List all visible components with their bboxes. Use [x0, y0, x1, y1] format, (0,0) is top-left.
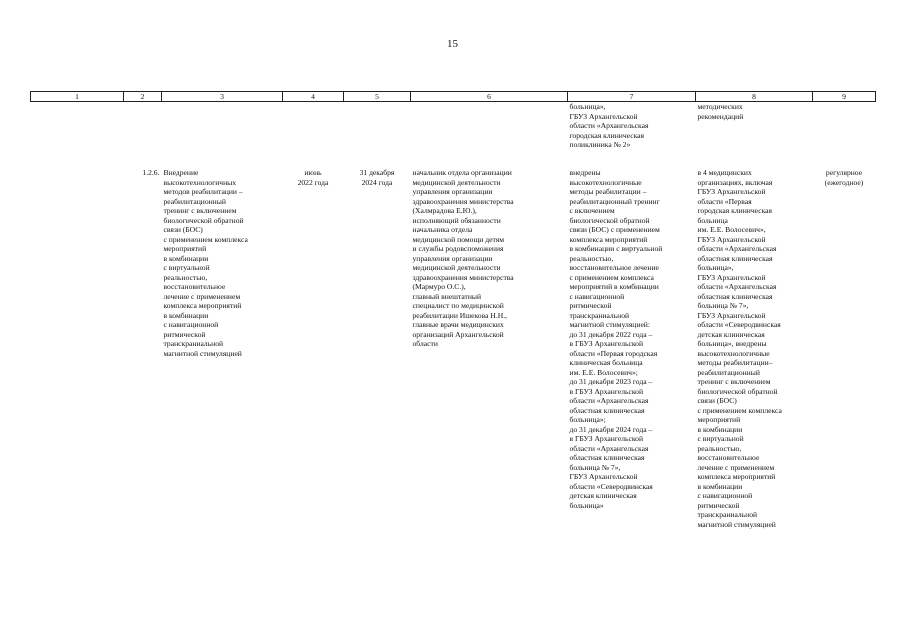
column-number-header: [31, 92, 876, 102]
cont-cell-1: [31, 102, 124, 169]
measures-table: [30, 91, 876, 638]
column-header-7: 7: [568, 92, 696, 102]
table-row: [31, 168, 876, 638]
start-date: июнь 2022 года: [297, 168, 329, 187]
responsible-persons: начальник отдела организации медицинской деятельности управления организации здравоохранения министерства (Халмрадова Е.Ю.), исполняющий обязанности начальника отдела медицинской помощи детям и службы родовспоможения управления организации медицинской деятельности здравоохранения министерства (Мармуро О.С.), главный внештатный специалист по медицинской реабилитации Ишекова Н.Н., главные врачи медицинских организаций Архангельской области: [412, 168, 514, 348]
periodicity: регулярное (ежегодное): [824, 168, 864, 187]
cont-cell-6: [411, 102, 568, 169]
cont-cell-7-result: больница», ГБУЗ Архангельской области «Архангельская городская клиническая поликлиника № 2»: [569, 102, 649, 149]
indicator: в 4 медицинских организациях, включая ГБУЗ Архангельской области «Первая городская клиническая больница им. Е.Е. Волосевич», ГБУЗ Архангельской области «Архангельская областная клиническая больница», ГБУЗ Архангельской области «Архангельская областная клиническая больница № 7», ГБУЗ Архангельской области «Северодвинская детская клиническая больница», внедрены высокотехнологичные методы реабилитации– реабилитационный тренинг с включением биологической обратной связи (БОС) с применением комплекса мероприятий в комбинации с виртуальной реальностью, восстановительное лечение с применением комплекса мероприятий в комбинации с навигационной ритмической транскраниальной магнитной стимуляцией: [697, 168, 782, 529]
column-header-9: 9: [813, 92, 876, 102]
column-header-2: 2: [124, 92, 162, 102]
column-header-4: 4: [283, 92, 344, 102]
row-number: 1.2.6.: [142, 168, 160, 177]
end-date: 31 декабря 2024 года: [359, 168, 395, 187]
column-header-5: 5: [344, 92, 411, 102]
column-header-1: 1: [31, 92, 124, 102]
row-cell-1: [31, 168, 124, 638]
cont-cell-2: [124, 102, 162, 169]
expected-result: внедрены высокотехнологичные методы реабилитации – реабилитационный тренинг с включением биологической обратной связи (БОС) с применением комплекса мероприятий в комбинации с виртуальной реальностью, восстановительное лечение с применением комплекса мероприятий в комбинации с навигационной ритмической транскраниальной магнитной стимуляцией: до 31 декабря 2022 года – в ГБУЗ Архангельской области «Первая городская клиническая больница им. Е.Е. Волосевич»; до 31 декабря 2023 года – в ГБУЗ Архангельской области «Архангельская областная клиническая больница»; до 31 декабря 2024 года – в ГБУЗ Архангельской области «Архангельская областная клиническая больница № 7», ГБУЗ Архангельской области «Северодвинская детская клиническая больница»: [569, 168, 663, 510]
cont-cell-9: [813, 102, 876, 169]
column-header-3: 3: [162, 92, 283, 102]
page-number: 15: [447, 38, 458, 50]
column-header-8: 8: [696, 92, 813, 102]
cont-cell-8-indicator: методических рекомендаций: [697, 102, 744, 121]
column-header-6: 6: [411, 92, 568, 102]
measure-name: Внедрение высокотехнологичных методов реабилитации – реабилитационный тренинг с включением биологической обратной связи (БОС) с применением комплекса мероприятий в комбинации с виртуальной реальностью, восстановительное лечение с применением комплекса мероприятий в комбинации с навигационной ритмической транскраниальной магнитной стимуляцией: [163, 168, 248, 358]
cont-cell-5: [344, 102, 411, 169]
cont-cell-3: [162, 102, 283, 169]
continuation-row: [31, 102, 876, 169]
cont-cell-4: [283, 102, 344, 169]
